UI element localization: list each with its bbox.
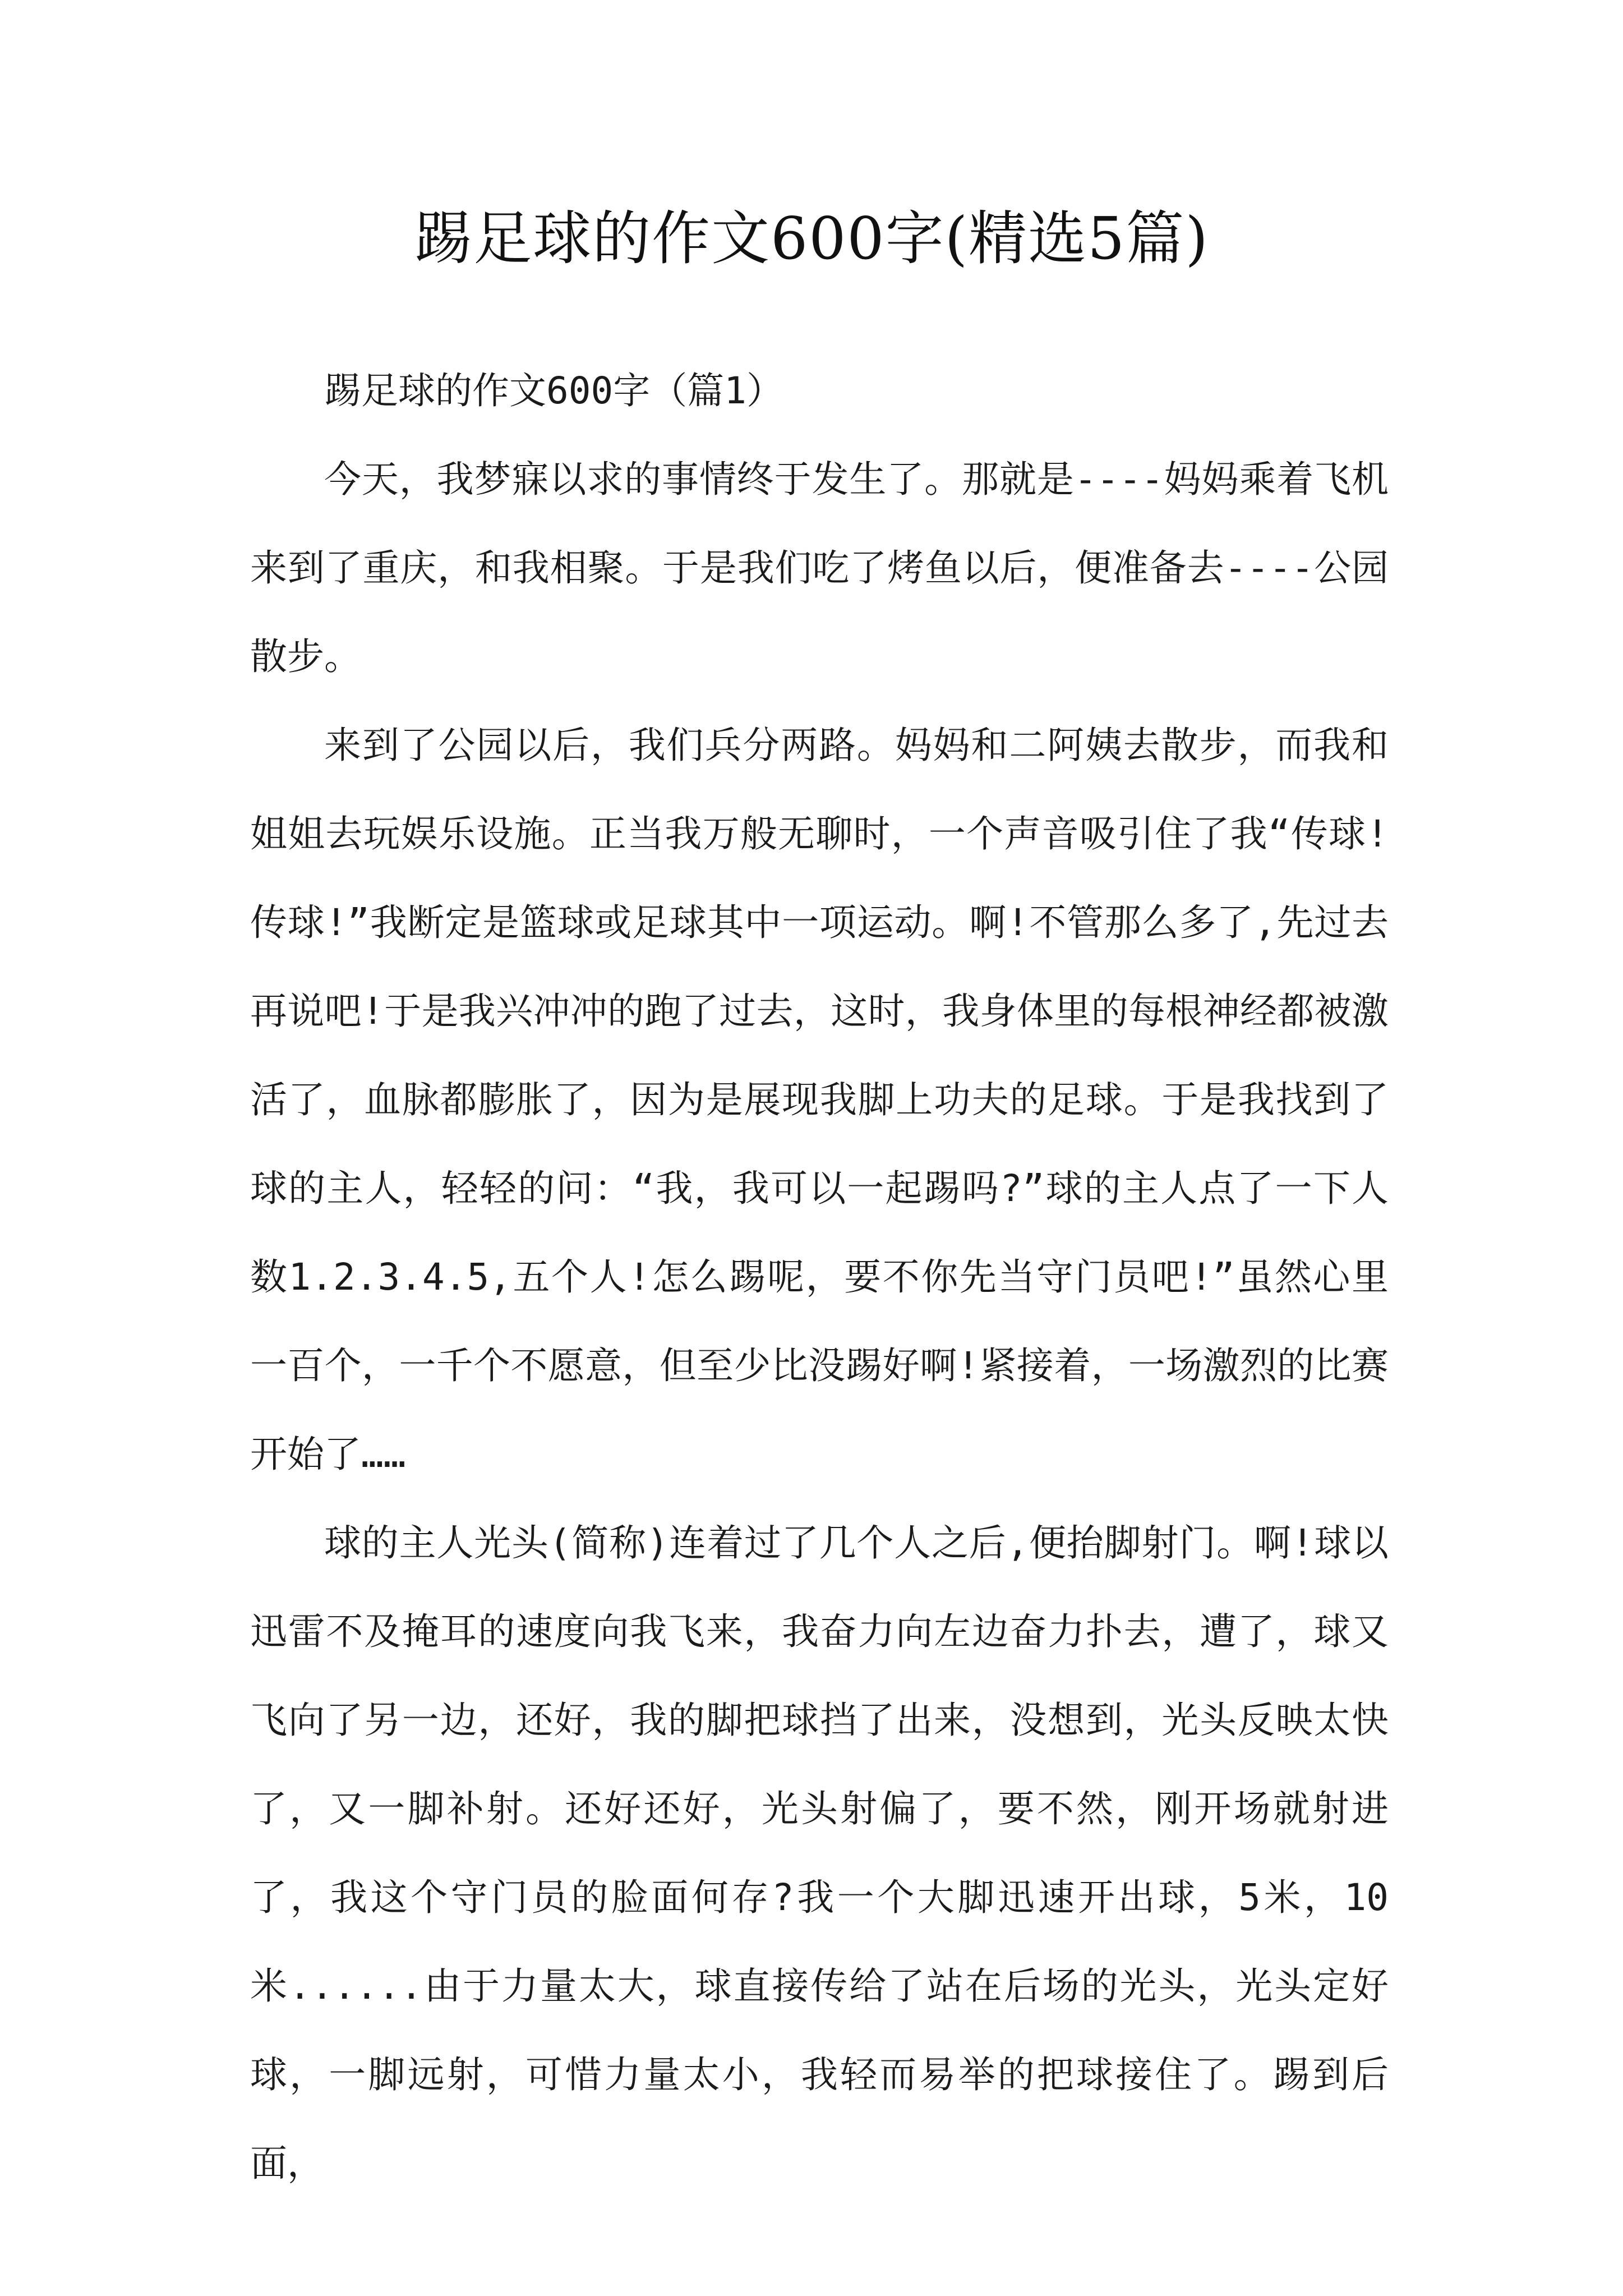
document-body: [250, 347, 1389, 2208]
document-title: 踢足球的作文600字(精选5篇): [414, 204, 1209, 273]
section-heading: 踢足球的作文600字（篇1）: [324, 369, 783, 412]
paragraph-1: 今天，我梦寐以求的事情终于发生了。那就是----妈妈乘着飞机来到了重庆，和我相聚。于是我们吃了烤鱼以后，便准备去----公园散步。: [250, 458, 1389, 678]
paragraph-3: 球的主人光头(简称)连着过了几个人之后,便抬脚射门。啊!球以迅雷不及掩耳的速度向我飞来，我奋力向左边奋力扑去，遭了，球又飞向了另一边，还好，我的脚把球挡了出来，没想到，光头反映太快了，又一脚补射。还好还好，光头射偏了，要不然，刚开场就射进了，我这个守门员的脸面何存?我一个大脚迅速开出球，5米，10米......由于力量太大，球直接传给了站在后场的光头，光头定好球，一脚远射，可惜力量太小，我轻而易举的把球接住了。踢到后面，: [250, 1521, 1389, 2185]
paragraph-2: 来到了公园以后，我们兵分两路。妈妈和二阿姨去散步，而我和姐姐去玩娱乐设施。正当我万般无聊时，一个声音吸引住了我“传球!传球!”我断定是篮球或足球其中一项运动。啊!不管那么多了,先过去再说吧!于是我兴冲冲的跑了过去，这时，我身体里的每根神经都被激活了，血脉都膨胀了，因为是展现我脚上功夫的足球。于是我找到了球的主人，轻轻的问：“我，我可以一起踢吗?”球的主人点了一下人数1.2.3.4.5,五个人!怎么踢呢，要不你先当守门员吧!”虽然心里一百个，一千个不愿意，但至少比没踢好啊!紧接着，一场激烈的比赛开始了……: [250, 724, 1389, 1476]
